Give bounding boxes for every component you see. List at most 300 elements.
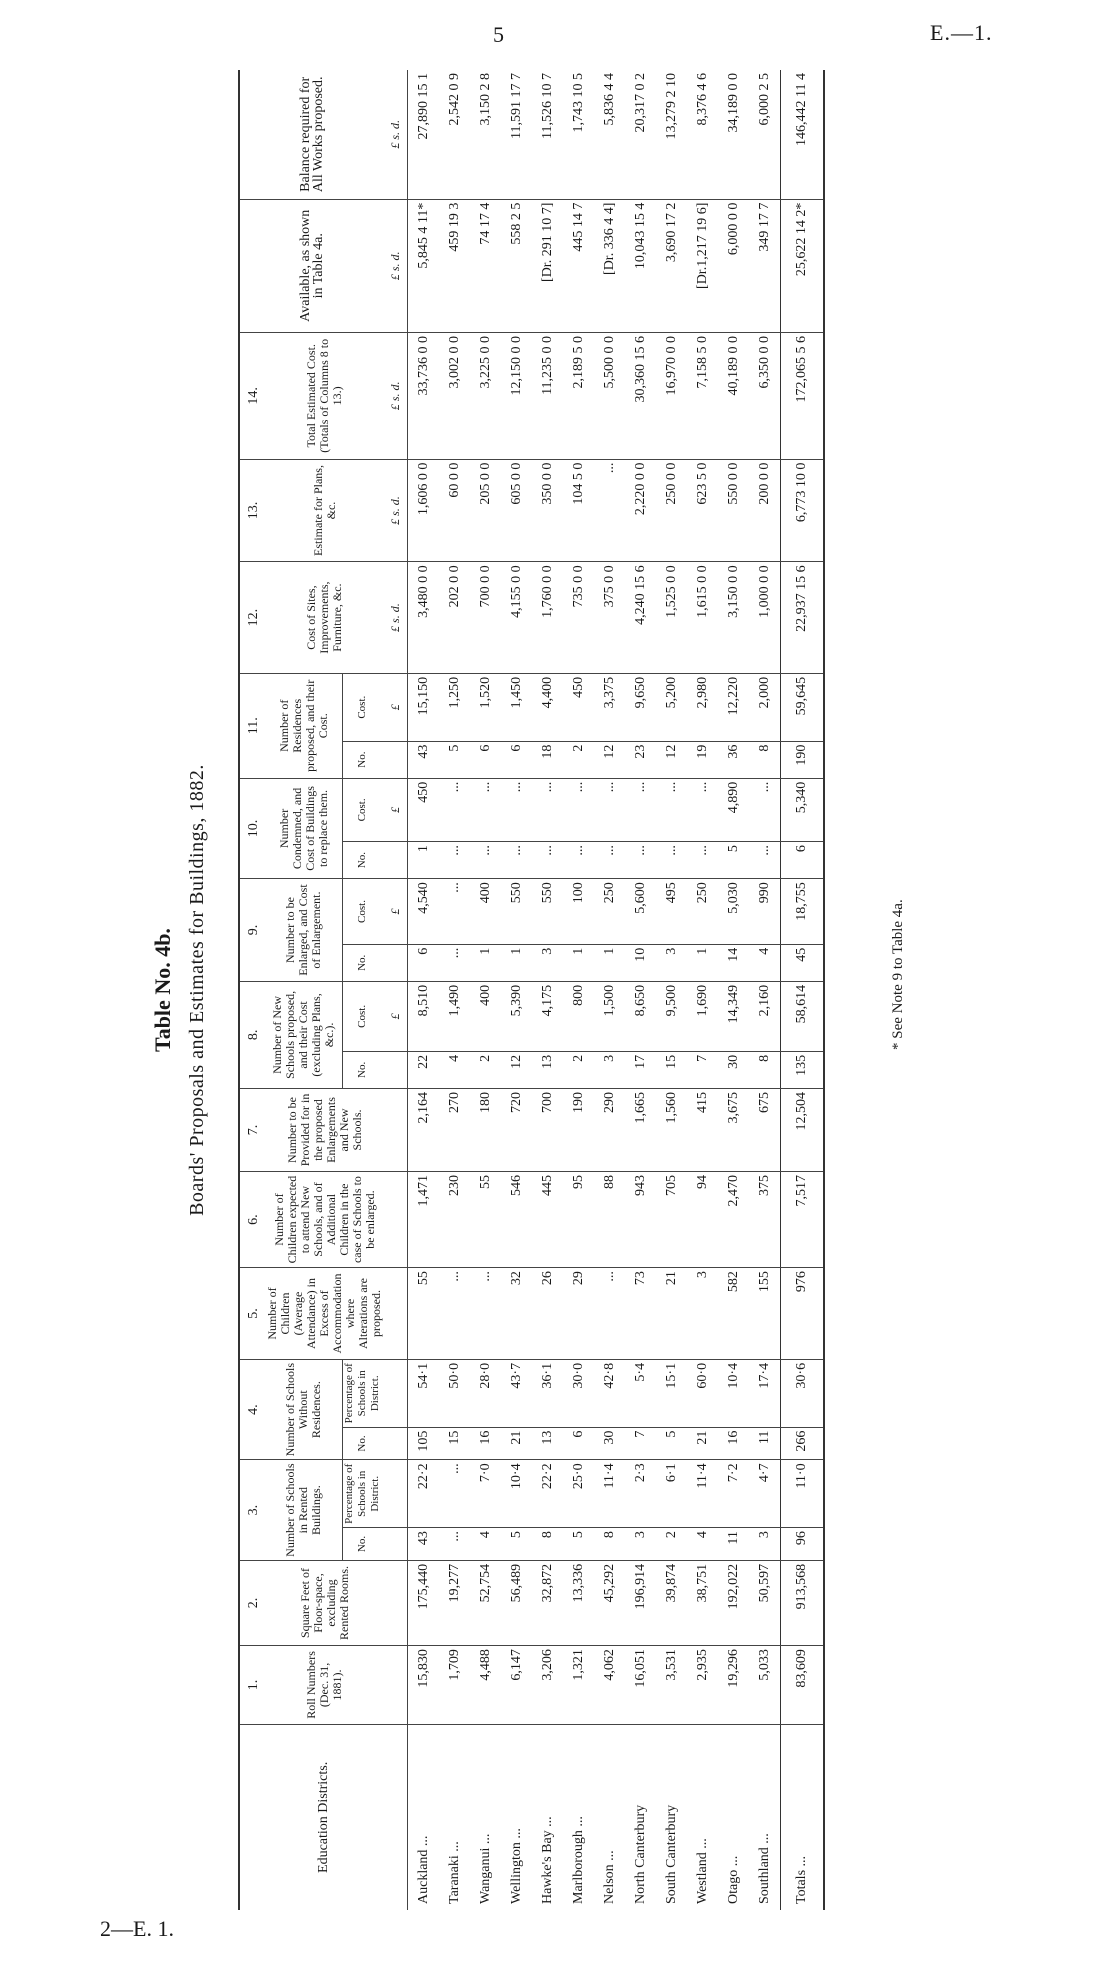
cell-c4pct: 15·1: [656, 1359, 687, 1427]
cell-c16: 2,542 0 9: [439, 70, 470, 199]
cell-c14: 7,158 5 0: [687, 332, 718, 459]
cell-c8no: 4: [439, 1051, 470, 1088]
cell-c7: 1,560: [656, 1088, 687, 1171]
cell-c13: 104 5 0: [563, 459, 594, 562]
cell-c12: 22,937 15 6: [781, 562, 825, 673]
cell-c15: [Dr. 291 10 7]: [532, 199, 563, 332]
cell-c11no: 5: [439, 741, 470, 778]
cell-c9cost: 550: [532, 879, 563, 945]
header-enlarged: Number to be Enlarged, and Cost of Enlargement.: [266, 879, 342, 982]
cell-roll: 4,488: [470, 1646, 501, 1725]
cell-c9cost: ...: [439, 879, 470, 945]
cell-c11cost: 5,200: [656, 673, 687, 741]
cell-c8no: 12: [501, 1051, 532, 1088]
cell-roll: 2,935: [687, 1646, 718, 1725]
buildings-table: [238, 70, 825, 1910]
cell-c15: 5,845 4 11*: [408, 199, 440, 332]
cell-c9cost: 400: [470, 879, 501, 945]
cell-c4no: 13: [532, 1427, 563, 1460]
cell-sqft: 192,022: [718, 1560, 749, 1645]
table-row: [656, 70, 687, 1910]
cell-c5: 73: [625, 1268, 656, 1360]
cell-c14: 12,150 0 0: [501, 332, 532, 459]
cell-c8cost: 1,490: [439, 981, 470, 1051]
header-district: Education Districts.: [316, 1761, 331, 1873]
header-num-13: 13.: [239, 459, 266, 562]
cell-c5: ...: [470, 1268, 501, 1360]
header-num-6: 6.: [239, 1171, 266, 1267]
cell-c11no: 6: [470, 741, 501, 778]
cell-sqft: 52,754: [470, 1560, 501, 1645]
cell-c10no: ...: [563, 842, 594, 879]
cell-c9no: 1: [563, 944, 594, 981]
cell-c12: 3,480 0 0: [408, 562, 440, 673]
cell-c3pct: 22·2: [532, 1460, 563, 1528]
cell-c13: 250 0 0: [656, 459, 687, 562]
header-floor-space: Square Feet of Floor-space, excluding Rented Rooms.: [266, 1560, 383, 1645]
header-total-cost: Total Estimated Cost. (Totals of Columns 8 to 13.): [266, 332, 383, 459]
cell-c10no: ...: [749, 842, 781, 879]
cell-c16: 8,376 4 6: [687, 70, 718, 199]
cell-c10no: 5: [718, 842, 749, 879]
header-c3-no: No.: [342, 1528, 383, 1561]
cell-c4pct: 36·1: [532, 1359, 563, 1427]
table-row: [408, 70, 440, 1910]
cell-c7: 700: [532, 1088, 563, 1171]
cell-district: Auckland ...: [415, 1835, 431, 1904]
cell-c6: 7,517: [781, 1171, 825, 1267]
header-num-7: 7.: [239, 1088, 266, 1171]
cell-district: Wellington ...: [508, 1828, 524, 1904]
header-c4-pct: Percentage of Schools in District.: [342, 1359, 383, 1427]
cell-c14: 172,065 5 6: [781, 332, 825, 459]
signature-mark: 2—E. 1.: [100, 1916, 174, 1941]
cell-roll: 3,206: [532, 1646, 563, 1725]
cell-c4no: 6: [563, 1427, 594, 1460]
cell-c10no: ...: [625, 842, 656, 879]
cell-c9no: 1: [594, 944, 625, 981]
cell-c7: 2,164: [408, 1088, 440, 1171]
cell-c9no: 10: [625, 944, 656, 981]
cell-c9cost: 18,755: [781, 879, 825, 945]
cell-c10cost: ...: [501, 778, 532, 841]
cell-c14: 6,350 0 0: [749, 332, 781, 459]
page-number: 5: [493, 22, 504, 47]
cell-c9no: 1: [501, 944, 532, 981]
cell-c16: 3,150 2 8: [470, 70, 501, 199]
cell-sqft: 38,751: [687, 1560, 718, 1645]
header-c9-cost: Cost.: [342, 879, 383, 945]
cell-c11no: 23: [625, 741, 656, 778]
header-residences: Number of Residences proposed, and their Cost.: [266, 673, 342, 778]
cell-c12: 1,760 0 0: [532, 562, 563, 673]
header-num-4: 4.: [239, 1359, 266, 1460]
cell-c10cost: ...: [687, 778, 718, 841]
table-number: Table No. 4b.: [150, 928, 175, 1052]
header-condemned: Number Condemned, and Cost of Buildings to replace them.: [266, 778, 342, 879]
header-num-2: 2.: [239, 1560, 266, 1645]
cell-sqft: 56,489: [501, 1560, 532, 1645]
cell-c4pct: 17·4: [749, 1359, 781, 1427]
cell-c9no: 3: [532, 944, 563, 981]
cell-c14: 11,235 0 0: [532, 332, 563, 459]
cell-c5: 3: [687, 1268, 718, 1360]
header-num-5: 5.: [239, 1268, 266, 1360]
header-num-14: 14.: [239, 332, 266, 459]
header-without-residences: Number of Schools Without Residences.: [266, 1359, 342, 1460]
cell-c4no: 7: [625, 1427, 656, 1460]
cell-roll: 83,609: [781, 1646, 825, 1725]
header-num-11: 11.: [239, 673, 266, 778]
cell-c6: 2,470: [718, 1171, 749, 1267]
cell-c3pct: 10·4: [501, 1460, 532, 1528]
cell-c3pct: 25·0: [563, 1460, 594, 1528]
cell-c8cost: 58,614: [781, 981, 825, 1051]
cell-c9cost: 495: [656, 879, 687, 945]
cell-c4no: 105: [408, 1427, 440, 1460]
cell-c13: 2,220 0 0: [625, 459, 656, 562]
cell-c10cost: ...: [563, 778, 594, 841]
cell-c3no: 96: [781, 1528, 825, 1561]
cell-c8no: 7: [687, 1051, 718, 1088]
cell-c11no: 8: [749, 741, 781, 778]
cell-c3pct: 22·2: [408, 1460, 440, 1528]
cell-c11no: 12: [656, 741, 687, 778]
cell-c11no: 190: [781, 741, 825, 778]
cell-c3no: 8: [594, 1528, 625, 1561]
header-c10-no: No.: [342, 842, 383, 879]
cell-c8no: 22: [408, 1051, 440, 1088]
cell-c12: 735 0 0: [563, 562, 594, 673]
cell-c3no: 8: [532, 1528, 563, 1561]
cell-c7: 675: [749, 1088, 781, 1171]
cell-c10cost: ...: [656, 778, 687, 841]
cell-c8no: 13: [532, 1051, 563, 1088]
cell-c14: 40,189 0 0: [718, 332, 749, 459]
cell-district: Southland ...: [756, 1833, 772, 1904]
cell-c3no: 43: [408, 1528, 440, 1561]
cell-district: Wanganui ...: [477, 1833, 493, 1904]
cell-c8cost: 5,390: [501, 981, 532, 1051]
cell-c13: 550 0 0: [718, 459, 749, 562]
cell-c10cost: ...: [594, 778, 625, 841]
header-new-schools: Number of New Schools proposed, and their Cost (excluding Plans, &c.).: [266, 981, 342, 1088]
header-roll-numbers: Roll Numbers (Dec. 31, 1881).: [266, 1646, 383, 1725]
cell-roll: 1,321: [563, 1646, 594, 1725]
footnote: * See Note 9 to Table 4a.: [890, 899, 906, 1050]
cell-c5: 32: [501, 1268, 532, 1360]
cell-c11no: 18: [532, 741, 563, 778]
cell-c15: 74 17 4: [470, 199, 501, 332]
cell-c11cost: 3,375: [594, 673, 625, 741]
cell-c7: 415: [687, 1088, 718, 1171]
cell-c4no: 21: [687, 1427, 718, 1460]
cell-c15: 6,000 0 0: [718, 199, 749, 332]
cell-c5: 55: [408, 1268, 440, 1360]
cell-c10cost: ...: [749, 778, 781, 841]
cell-c9no: 6: [408, 944, 440, 981]
cell-c15: [Dr.1,217 19 6]: [687, 199, 718, 332]
cell-c16: 11,526 10 7: [532, 70, 563, 199]
cell-c10no: ...: [687, 842, 718, 879]
cell-c4pct: 5·4: [625, 1359, 656, 1427]
cell-c12: 4,155 0 0: [501, 562, 532, 673]
cell-c6: 445: [532, 1171, 563, 1267]
cell-c5: 582: [718, 1268, 749, 1360]
cell-c5: 21: [656, 1268, 687, 1360]
header-c11-no: No.: [342, 741, 383, 778]
cell-c7: 270: [439, 1088, 470, 1171]
cell-c8no: 2: [563, 1051, 594, 1088]
cell-c14: 33,736 0 0: [408, 332, 440, 459]
cell-c5: 29: [563, 1268, 594, 1360]
cell-c11no: 12: [594, 741, 625, 778]
cell-c4pct: 42·8: [594, 1359, 625, 1427]
cell-district: Nelson ...: [601, 1850, 617, 1904]
cell-c3pct: 6·1: [656, 1460, 687, 1528]
page-reference: E.—1.: [930, 20, 993, 45]
cell-c10no: ...: [656, 842, 687, 879]
cell-c8no: 17: [625, 1051, 656, 1088]
table-row: [563, 70, 594, 1910]
cell-c3pct: 2·3: [625, 1460, 656, 1528]
cell-c3no: 3: [749, 1528, 781, 1561]
cell-c3pct: 7·2: [718, 1460, 749, 1528]
cell-sqft: 32,872: [532, 1560, 563, 1645]
cell-c16: 34,189 0 0: [718, 70, 749, 199]
cell-c8cost: 1,500: [594, 981, 625, 1051]
cell-c14: 3,225 0 0: [470, 332, 501, 459]
cell-c8no: 15: [656, 1051, 687, 1088]
cell-c14: 16,970 0 0: [656, 332, 687, 459]
cell-sqft: 19,277: [439, 1560, 470, 1645]
cell-district: Taranaki ...: [446, 1841, 462, 1904]
cell-c13: 60 0 0: [439, 459, 470, 562]
table-row: [749, 70, 781, 1910]
cell-c11no: 36: [718, 741, 749, 778]
unit-c11: £: [383, 673, 408, 741]
cell-c14: 5,500 0 0: [594, 332, 625, 459]
cell-c10no: ...: [532, 842, 563, 879]
cell-c6: 95: [563, 1171, 594, 1267]
unit-c15: £ s. d.: [383, 199, 408, 332]
cell-c15: 349 17 7: [749, 199, 781, 332]
cell-c16: 11,591 17 7: [501, 70, 532, 199]
cell-c13: 1,606 0 0: [408, 459, 440, 562]
unit-c9: £: [383, 879, 408, 945]
cell-c10no: ...: [501, 842, 532, 879]
cell-c3no: 5: [501, 1528, 532, 1561]
cell-c16: 1,743 10 5: [563, 70, 594, 199]
unit-c12: £ s. d.: [383, 562, 408, 673]
header-rented-buildings: Number of Schools in Rented Buildings.: [266, 1460, 342, 1561]
cell-c10cost: ...: [439, 778, 470, 841]
cell-c10no: ...: [439, 842, 470, 879]
cell-c3no: ...: [439, 1528, 470, 1561]
cell-c4pct: 10·4: [718, 1359, 749, 1427]
table-body: [408, 70, 825, 1910]
cell-c4pct: 43·7: [501, 1359, 532, 1427]
cell-c8cost: 400: [470, 981, 501, 1051]
cell-c10cost: 4,890: [718, 778, 749, 841]
cell-c4pct: 50·0: [439, 1359, 470, 1427]
cell-c11no: 43: [408, 741, 440, 778]
cell-c11cost: 1,250: [439, 673, 470, 741]
header-c9-no: No.: [342, 944, 383, 981]
cell-c4pct: 30·6: [781, 1359, 825, 1427]
unit-c13: £ s. d.: [383, 459, 408, 562]
table-row: [439, 70, 470, 1910]
cell-c15: 558 2 5: [501, 199, 532, 332]
cell-c9cost: 550: [501, 879, 532, 945]
cell-c15: 25,622 14 2*: [781, 199, 825, 332]
cell-district: Totals ...: [781, 1724, 825, 1910]
cell-c16: 13,279 2 10: [656, 70, 687, 199]
cell-c9no: 45: [781, 944, 825, 981]
cell-c16: 6,000 2 5: [749, 70, 781, 199]
cell-c4pct: 28·0: [470, 1359, 501, 1427]
cell-c9no: 3: [656, 944, 687, 981]
cell-c8cost: 9,500: [656, 981, 687, 1051]
cell-sqft: 913,568: [781, 1560, 825, 1645]
cell-c4no: 11: [749, 1427, 781, 1460]
cell-c6: 705: [656, 1171, 687, 1267]
cell-c13: 623 5 0: [687, 459, 718, 562]
cell-c6: 943: [625, 1171, 656, 1267]
cell-c11no: 2: [563, 741, 594, 778]
cell-c3pct: 7·0: [470, 1460, 501, 1528]
header-available: Available, as shown in Table 4a.: [239, 199, 383, 332]
cell-roll: 4,062: [594, 1646, 625, 1725]
cell-roll: 16,051: [625, 1646, 656, 1725]
cell-c11no: 19: [687, 741, 718, 778]
cell-roll: 3,531: [656, 1646, 687, 1725]
cell-c8no: 30: [718, 1051, 749, 1088]
cell-sqft: 39,874: [656, 1560, 687, 1645]
cell-district: Otago ...: [725, 1855, 741, 1904]
cell-c10no: ...: [470, 842, 501, 879]
unit-c10: £: [383, 778, 408, 841]
cell-c9no: 1: [470, 944, 501, 981]
cell-c5: 976: [781, 1268, 825, 1360]
cell-c3no: 4: [470, 1528, 501, 1561]
cell-c9no: 14: [718, 944, 749, 981]
cell-c10cost: ...: [625, 778, 656, 841]
cell-c12: 1,615 0 0: [687, 562, 718, 673]
cell-c9no: ...: [439, 944, 470, 981]
cell-roll: 1,709: [439, 1646, 470, 1725]
cell-c5: ...: [594, 1268, 625, 1360]
header-num-9: 9.: [239, 879, 266, 982]
header-c8-cost: Cost.: [342, 981, 383, 1051]
cell-sqft: 13,336: [563, 1560, 594, 1645]
header-number-provided: Number to be Provided for in the proposed Enlargements and New Schools.: [266, 1088, 383, 1171]
cell-c6: 88: [594, 1171, 625, 1267]
cell-c13: ...: [594, 459, 625, 562]
unit-c14: £ s. d.: [383, 332, 408, 459]
cell-c11cost: 59,645: [781, 673, 825, 741]
header-c11-cost: Cost.: [342, 673, 383, 741]
cell-c3no: 11: [718, 1528, 749, 1561]
cell-c8cost: 8,650: [625, 981, 656, 1051]
cell-c5: 155: [749, 1268, 781, 1360]
header-c8-no: No.: [342, 1051, 383, 1088]
cell-c8no: 135: [781, 1051, 825, 1088]
cell-c11cost: 9,650: [625, 673, 656, 741]
cell-c8cost: 800: [563, 981, 594, 1051]
cell-c4no: 266: [781, 1427, 825, 1460]
cell-c7: 12,504: [781, 1088, 825, 1171]
cell-sqft: 45,292: [594, 1560, 625, 1645]
header-balance: Balance required for All Works proposed.: [239, 70, 383, 199]
cell-c16: 20,317 0 2: [625, 70, 656, 199]
cell-sqft: 175,440: [408, 1560, 440, 1645]
cell-c13: 605 0 0: [501, 459, 532, 562]
cell-sqft: 196,914: [625, 1560, 656, 1645]
header-num-3: 3.: [239, 1460, 266, 1561]
cell-sqft: 50,597: [749, 1560, 781, 1645]
cell-c14: 3,002 0 0: [439, 332, 470, 459]
cell-c3pct: 11·0: [781, 1460, 825, 1528]
unit-c8: £: [383, 981, 408, 1051]
cell-c8cost: 14,349: [718, 981, 749, 1051]
cell-c4pct: 60·0: [687, 1359, 718, 1427]
cell-c8no: 3: [594, 1051, 625, 1088]
cell-c6: 230: [439, 1171, 470, 1267]
cell-c9cost: 250: [687, 879, 718, 945]
table-row: [470, 70, 501, 1910]
cell-c9cost: 5,600: [625, 879, 656, 945]
cell-c8no: 2: [470, 1051, 501, 1088]
header-excess-attendance: Number of Children (Average Attendance) in Excess of Accommodation where Alterations are proposed.: [266, 1268, 383, 1360]
cell-c7: 180: [470, 1088, 501, 1171]
table-caption: [150, 70, 209, 1910]
cell-c12: 4,240 15 6: [625, 562, 656, 673]
cell-c9no: 4: [749, 944, 781, 981]
cell-c16: 27,890 15 1: [408, 70, 440, 199]
cell-c5: 26: [532, 1268, 563, 1360]
cell-c7: 190: [563, 1088, 594, 1171]
cell-c3no: 2: [656, 1528, 687, 1561]
cell-c11cost: 12,220: [718, 673, 749, 741]
cell-c4no: 16: [718, 1427, 749, 1460]
cell-c7: 720: [501, 1088, 532, 1171]
table-row: [718, 70, 749, 1910]
cell-c11cost: 2,980: [687, 673, 718, 741]
cell-c12: 700 0 0: [470, 562, 501, 673]
cell-c7: 290: [594, 1088, 625, 1171]
cell-c8no: 8: [749, 1051, 781, 1088]
cell-c3pct: ...: [439, 1460, 470, 1528]
cell-c7: 3,675: [718, 1088, 749, 1171]
cell-c11no: 6: [501, 741, 532, 778]
cell-c4pct: 30·0: [563, 1359, 594, 1427]
cell-c11cost: 15,150: [408, 673, 440, 741]
cell-c4no: 21: [501, 1427, 532, 1460]
unit-c16: £ s. d.: [383, 70, 408, 199]
cell-c12: 1,525 0 0: [656, 562, 687, 673]
cell-c10no: ...: [594, 842, 625, 879]
cell-c15: 10,043 15 4: [625, 199, 656, 332]
header-num-10: 10.: [239, 778, 266, 879]
cell-c3no: 3: [625, 1528, 656, 1561]
cell-c6: 94: [687, 1171, 718, 1267]
cell-c9cost: 100: [563, 879, 594, 945]
cell-c8cost: 4,175: [532, 981, 563, 1051]
table-title: Boards' Proposals and Estimates for Buildings, 1882.: [186, 764, 208, 1216]
cell-district: Marlborough ...: [570, 1816, 586, 1904]
cell-district: North Canterbury: [632, 1804, 648, 1904]
